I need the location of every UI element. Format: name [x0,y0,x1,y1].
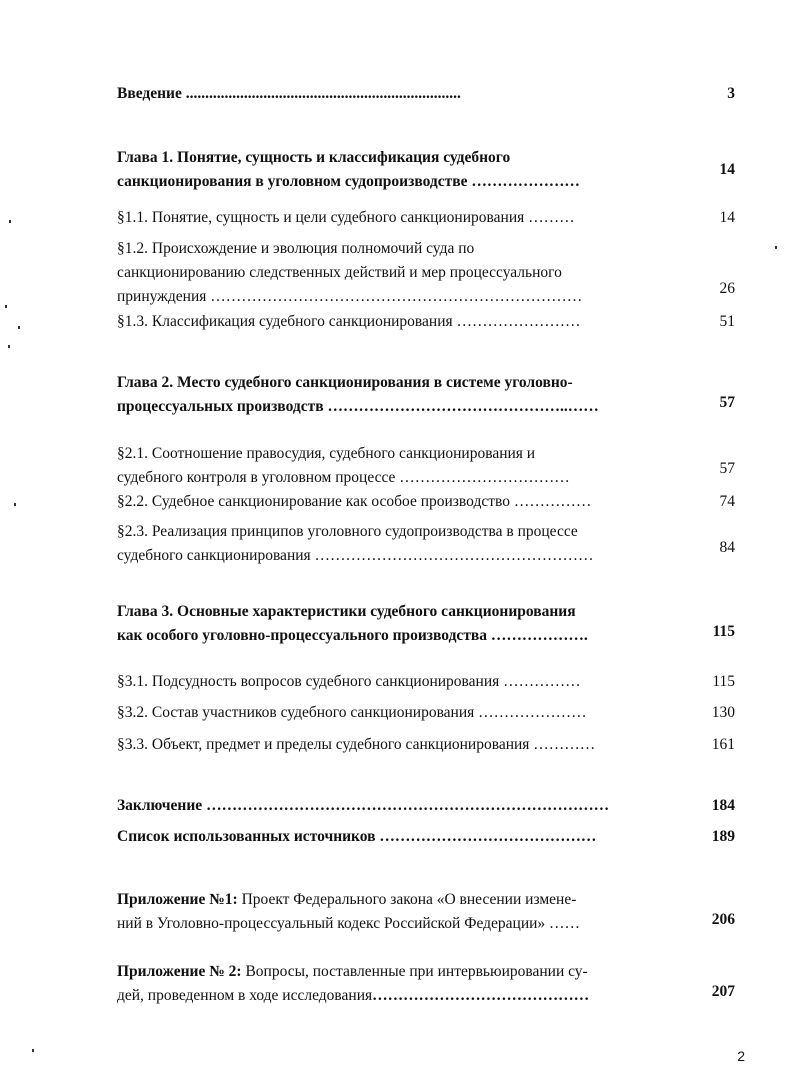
toc-entry-section-3-1 [117,670,743,694]
section-title: §1.3. Классификация судебного санкционирования …………………… [117,313,581,330]
appendix-title-line: дей, проведенном в ходе исследования [117,987,373,1004]
chapter-title-line: процессуальных производств ………………………………………..…… [117,398,599,415]
chapter-title-line: Глава 3. Основные характеристики судебного санкционирования [117,603,576,620]
chapter-title-line: Глава 1. Понятие, сущность и классификация судебного [117,149,511,166]
toc-entry-appendix-2 [117,960,743,1008]
scan-speck [32,1049,34,1052]
toc-entry-section-3-3 [117,733,743,757]
chapter-title-line: как особого уголовно-процессуального производства ………………. [117,627,588,644]
section-title: §2.2. Судебное санкционирование как особое производство …………… [117,493,592,510]
toc-entry-sources [117,825,743,849]
toc-entry-chapter-1 [117,146,743,194]
toc-entry-chapter-2 [117,371,743,419]
section-title-line: §1.2. Происхождение и эволюция полномочий суда по [117,240,475,257]
page-ref: 3 [727,85,735,102]
section-title-line: судебного санкционирования ……………………………………………… [117,547,594,564]
entry-title: Список использованных источников [117,828,376,845]
page-number: 2 [737,1048,745,1064]
page-ref: 84 [719,539,735,556]
chapter-title-line: санкционирования в уголовном судопроизводстве ………………… [117,173,580,190]
chapter-title-line: Глава 2. Место судебного санкционирования в системе уголовно- [117,374,573,391]
toc-entry-chapter-3 [117,600,743,648]
toc-entry-section-2-1 [117,442,743,490]
scan-speck [775,246,777,249]
page-ref: 74 [719,493,735,510]
section-title: §3.3. Объект, предмет и пределы судебного санкционирования ………… [117,736,596,753]
page-ref: 130 [711,704,735,721]
toc-entry-section-1-3 [117,310,743,334]
page-ref: 184 [711,797,735,814]
toc-entry-conclusion [117,794,743,818]
section-title-line: санкционированию следственных действий и мер процессуального [117,264,562,281]
page-ref: 115 [712,623,735,640]
page-ref: 14 [719,161,735,178]
dot-leader: …………………………………… [372,987,590,1004]
page-ref: 57 [719,460,735,477]
section-title: §1.1. Понятие, сущность и цели судебного санкционирования ……… [117,209,575,226]
toc-entry-appendix-1 [117,888,743,936]
toc-entry-introduction [117,82,743,106]
page-ref: 207 [711,983,735,1000]
scan-speck [14,503,16,506]
section-title: §3.2. Состав участников судебного санкционирования ………………… [117,704,587,721]
page-ref: 206 [711,911,735,928]
section-title-line: судебного контроля в уголовном процессе …………………………… [117,469,570,486]
dot-leader: …………………………………… [375,828,597,845]
page-ref: 189 [711,828,735,845]
appendix-label: Приложение № 2: [117,963,242,980]
section-title-line: §2.1. Соотношение правосудия, судебного санкционирования и [117,445,536,462]
scan-speck [18,326,20,329]
toc-entry-section-1-1 [117,206,743,230]
toc-entry-section-2-2 [117,490,743,514]
dot-leader: …………………………………………………………………… [202,797,610,814]
page-ref: 115 [712,673,735,690]
toc-entry-section-1-2 [117,237,743,309]
toc-entry-section-3-2 [117,701,743,725]
entry-title: Заключение [117,797,203,814]
toc-entry-section-2-3 [117,520,743,568]
scan-speck [9,220,11,223]
appendix-title-line: Проект Федерального закона «О внесении измене- [237,891,577,908]
section-title-line: принуждения ……………………………………………………………… [117,288,583,305]
appendix-title-line: Вопросы, поставленные при интервьюировании су- [241,963,588,980]
entry-title: Введение [117,85,182,102]
section-title-line: §2.3. Реализация принципов уголовного судопроизводства в процессе [117,523,578,540]
appendix-label: Приложение №1: [117,891,238,908]
scan-speck [5,305,7,308]
section-title: §3.1. Подсудность вопросов судебного санкционирования …………… [117,673,581,690]
appendix-title-line: ний в Уголовно-процессуальный кодекс Российской Федерации» …… [117,915,581,932]
page-ref: 161 [711,736,735,753]
page-ref: 14 [719,209,735,226]
dot-leader: ....................................................................... [181,85,461,102]
page-ref: 57 [719,394,735,411]
page-ref: 26 [719,280,735,297]
page-ref: 51 [719,313,735,330]
scan-speck [8,345,10,348]
